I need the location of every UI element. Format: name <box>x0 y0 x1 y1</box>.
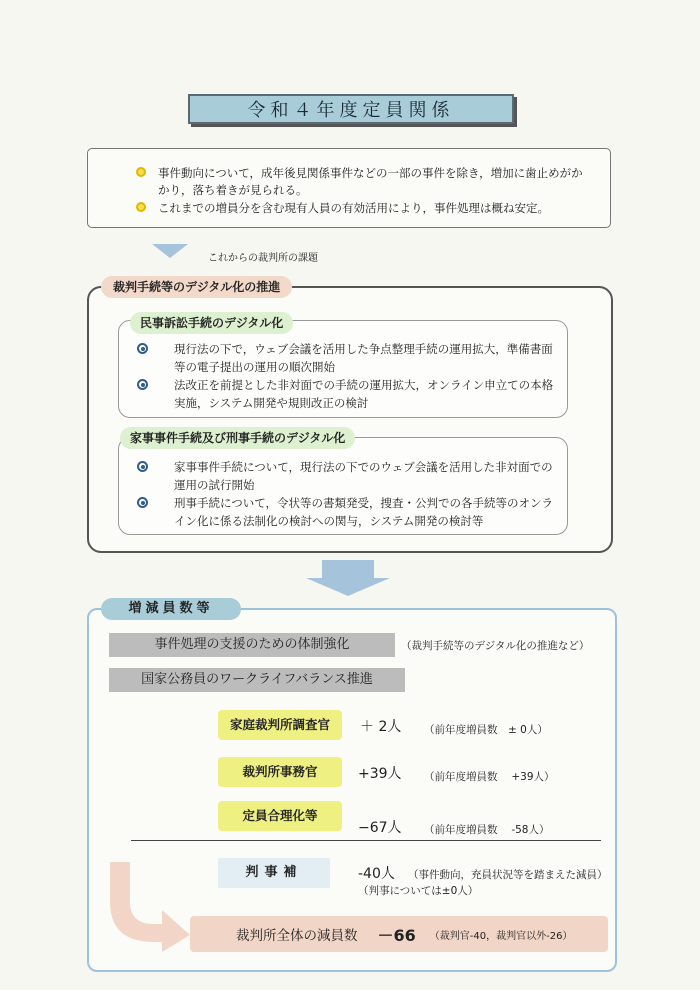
yellow-bullet-icon <box>136 202 146 212</box>
arrow-down-icon <box>152 244 188 258</box>
curved-arrow-icon <box>106 862 192 954</box>
overview-item <box>136 165 586 199</box>
staffing-heading: 増減員数等 <box>101 598 241 620</box>
worklife-bar: 国家公務員のワークライフバランス推進 <box>109 668 405 692</box>
circle-bullet-icon <box>137 379 148 390</box>
judge-count: -40人 <box>358 866 395 882</box>
row-count: ＋ 2人 <box>360 719 402 735</box>
civil-item-text: 法改正を前提とした非対面での手続の運用拡大，オンライン申立ての本格実施，システム開発や規則改正の検討 <box>174 378 554 410</box>
civil-item <box>137 340 557 376</box>
big-arrow-body <box>322 560 374 578</box>
civil-heading: 民事訴訟手続のデジタル化 <box>130 312 293 334</box>
row-label: 家庭裁判所調査官 <box>218 710 342 740</box>
page-title: 令和４年度定員関係 <box>188 94 514 124</box>
row-count: +39人 <box>358 766 402 782</box>
circle-bullet-icon <box>137 343 148 354</box>
row-note: （前年度増員数 +39人） <box>424 771 555 783</box>
family-item-text: 家事事件手続について，現行法の下でのウェブ会議を活用した非対面での運用の試行開始 <box>174 460 553 492</box>
overview-item-text: 事件動向について，成年後見関係事件などの一部の事件を除き，増加に歯止めがかかり，落ち着きが見られる。 <box>158 166 583 197</box>
judge-label: 判事補 <box>218 858 330 888</box>
arrow-down-icon <box>306 578 390 596</box>
family-item-text: 刑事手続について，令状等の書類発受，捜査・公判での各手続等のオンライン化に係る法制化の検討への関与，システム開発の検討等 <box>174 496 554 528</box>
total-label: 裁判所全体の減員数 <box>236 928 358 944</box>
civil-item-text: 現行法の下で，ウェブ会議を活用した争点整理手続の運用拡大，準備書面等の電子提出の運用の順次開始 <box>174 342 553 374</box>
circle-bullet-icon <box>137 497 148 508</box>
total-note: （裁判官-40，裁判官以外-26） <box>429 930 573 942</box>
judge-note-2: （判事については±0人） <box>358 885 479 897</box>
row-note: （前年度増員数 ± 0人） <box>424 724 548 736</box>
family-item <box>137 458 557 494</box>
total-bar <box>190 916 608 952</box>
judge-note: （事件動向，充員状況等を踏まえた減員） <box>408 869 608 881</box>
digital-heading: 裁判手続等のデジタル化の推進 <box>101 276 292 298</box>
row-count: −67人 <box>358 820 402 836</box>
support-note: （裁判手続等のデジタル化の推進など） <box>401 640 590 652</box>
civil-item <box>137 376 557 412</box>
circle-bullet-icon <box>137 461 148 472</box>
divider <box>131 840 601 841</box>
row-label: 定員合理化等 <box>218 801 342 831</box>
family-heading: 家事事件手続及び刑事手続のデジタル化 <box>120 427 355 449</box>
yellow-bullet-icon <box>136 167 146 177</box>
support-bar: 事件処理の支援のための体制強化 <box>109 633 395 657</box>
overview-item-text: これまでの増員分を含む現有人員の有効活用により，事件処理は概ね安定。 <box>158 201 549 215</box>
issues-note: これからの裁判所の課題 <box>208 253 318 264</box>
row-note: （前年度増員数 -58人） <box>424 824 550 836</box>
total-value: －66 <box>377 925 416 945</box>
family-item <box>137 494 557 530</box>
overview-item <box>136 200 586 217</box>
row-label: 裁判所事務官 <box>218 757 342 787</box>
